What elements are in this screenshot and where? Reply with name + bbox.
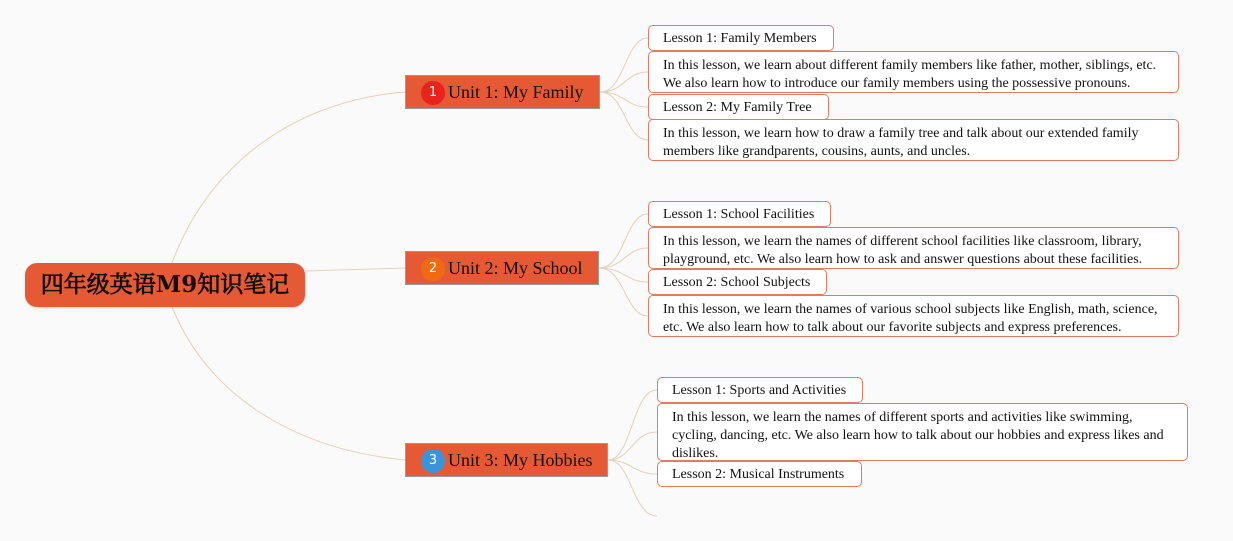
connector-u2-l3 (599, 268, 648, 282)
connector-u1-l2 (600, 72, 648, 92)
connector-u3-l3 (608, 460, 657, 474)
connector-u2-l1 (599, 214, 648, 268)
connector-u3-l2 (608, 432, 657, 460)
unit-title: Unit 1: My Family (448, 82, 584, 102)
lesson-node-family-tree[interactable]: Lesson 2: My Family Tree (648, 94, 829, 120)
priority-marker-3: 3 (421, 449, 445, 473)
lesson-node-family-members[interactable]: Lesson 1: Family Members (648, 25, 834, 51)
connector-u3-l4 (608, 460, 657, 516)
connector-u2-l4 (599, 268, 648, 316)
unit-node-hobbies[interactable] (405, 443, 608, 477)
lesson-desc-sports-activities[interactable]: In this lesson, we learn the names of different sports and activities like swimming, cycling, dancing, etc. We also learn how to talk about our hobbies and express likes and dislikes. (657, 403, 1188, 461)
lesson-desc-school-subjects[interactable]: In this lesson, we learn the names of various school subjects like English, math, science, etc. We also learn how to talk about our favorite subjects and express preferences. (648, 295, 1179, 337)
unit-title: Unit 3: My Hobbies (448, 450, 593, 470)
connector-u2-l2 (599, 248, 648, 268)
connector-root-unit-1 (172, 92, 405, 263)
priority-marker-2: 2 (421, 257, 445, 281)
connector-u1-l3 (600, 92, 648, 107)
lesson-node-sports-activities[interactable]: Lesson 1: Sports and Activities (657, 377, 863, 403)
connector-u1-l1 (600, 38, 648, 92)
connector-u3-l1 (608, 390, 657, 460)
connector-root-unit-3 (172, 307, 405, 460)
lesson-desc-family-members[interactable]: In this lesson, we learn about different family members like father, mother, siblings, etc. We also learn how to introduce our family members using the possessive pronouns. (648, 51, 1179, 93)
connector-root-unit-2 (305, 268, 405, 271)
unit-node-school[interactable] (405, 251, 599, 285)
unit-title: Unit 2: My School (448, 258, 583, 278)
lesson-node-school-subjects[interactable]: Lesson 2: School Subjects (648, 269, 827, 295)
priority-marker-1: 1 (421, 81, 445, 105)
connector-u1-l4 (600, 92, 648, 140)
lesson-desc-school-facilities[interactable]: In this lesson, we learn the names of different school facilities like classroom, library, playground, etc. We also learn how to ask and answer questions about these facilities. (648, 227, 1179, 269)
lesson-node-musical-instruments[interactable]: Lesson 2: Musical Instruments (657, 461, 862, 487)
lesson-desc-family-tree[interactable]: In this lesson, we learn how to draw a family tree and talk about our extended family members like grandparents, cousins, aunts, and uncles. (648, 119, 1179, 161)
unit-node-family[interactable] (405, 75, 600, 109)
lesson-node-school-facilities[interactable]: Lesson 1: School Facilities (648, 201, 831, 227)
root-node[interactable]: 四年级英语M9知识笔记 (25, 263, 305, 307)
